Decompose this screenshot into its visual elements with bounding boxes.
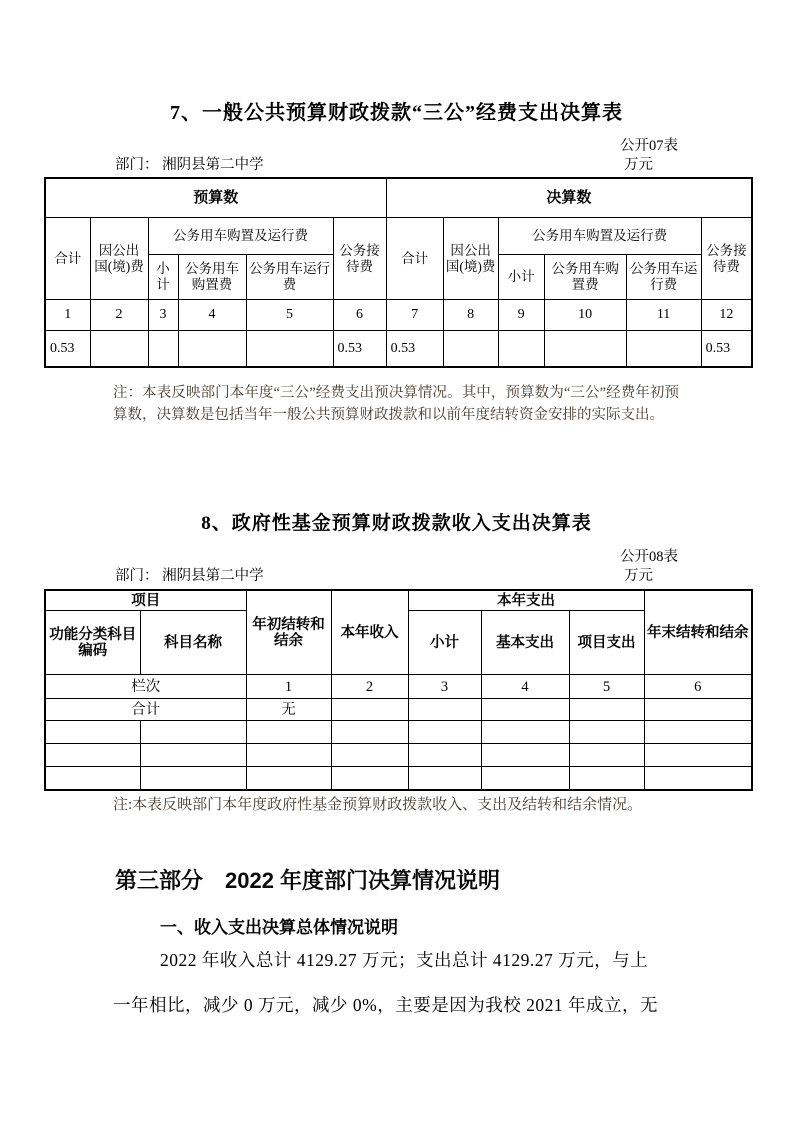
header-function-code: 功能分类科目编码 [45,611,140,675]
column-number-cell: 5 [569,675,644,699]
empty-cell [644,767,752,791]
empty-cell [45,721,140,744]
data-cell [178,331,246,368]
column-number-cell: 4 [178,300,246,331]
empty-row [45,744,752,767]
empty-cell [45,744,140,767]
empty-cell [246,767,331,791]
lane-label: 栏次 [45,675,246,699]
empty-cell [481,744,569,767]
total-value-cell [644,699,752,721]
header-reception-budget: 公务接待费 [333,218,386,300]
table8-title: 8、政府性基金预算财政拨款收入支出决算表 [201,513,592,534]
empty-cell [140,721,246,744]
part3-subheading: 一、收入支出决算总体情况说明 [160,918,398,937]
empty-cell [331,721,408,744]
data-cell [498,331,544,368]
table7-meta-row [115,157,653,173]
header-subtotal: 小计 [408,611,481,675]
table7-note: 注：本表反映部门本年度“三公”经费支出预决算情况。其中，预算数为“三公”经费年初预算数，决算数是包括当年一般公共预算财政拨款和以前年度结转资金安排的实际支出。 [113,385,679,423]
column-number-cell: 6 [644,675,752,699]
total-value-cell [481,699,569,721]
column-number-cell: 3 [148,300,178,331]
empty-cell [246,721,331,744]
column-number-cell: 8 [443,300,498,331]
header-project-expense: 项目支出 [569,611,644,675]
column-number-cell: 4 [481,675,569,699]
empty-cell [408,721,481,744]
empty-cell [481,721,569,744]
empty-cell [140,767,246,791]
table7-title: 7、一般公共预算财政拨款“三公”经费支出决算表 [170,102,623,124]
header-end-balance: 年末结转和结余 [644,590,752,675]
column-number-cell: 2 [331,675,408,699]
header-vehicle-operation-budget: 公务用车运行费 [246,255,333,300]
header-abroad-final: 因公出国(境)费 [443,218,498,300]
paragraph-line: 2022 年收入总计 4129.27 万元；支出总计 4129.27 万元，与上 [160,950,649,970]
empty-cell [569,744,644,767]
data-cell [443,331,498,368]
header-abroad-budget: 因公出国(境)费 [90,218,148,300]
header-basic-expense: 基本支出 [481,611,569,675]
column-number-cell: 1 [246,675,331,699]
total-label: 合计 [45,699,246,721]
empty-cell [408,767,481,791]
column-number-cell: 1 [45,300,90,331]
empty-cell [140,744,246,767]
empty-cell [569,767,644,791]
data-cell [148,331,178,368]
empty-cell [408,744,481,767]
header-total-final: 合计 [386,218,443,300]
column-number-cell: 6 [333,300,386,331]
header-vehicle-purchase-final: 公务用车购置费 [544,255,626,300]
data-cell: 0.53 [333,331,386,368]
header-year-expense: 本年支出 [408,590,644,611]
column-number-cell: 2 [90,300,148,331]
empty-row [45,767,752,791]
header-year-income: 本年收入 [331,590,408,675]
table7-unit-label: 万元 [624,157,653,173]
header-reception-final: 公务接待费 [701,218,752,300]
total-row [45,699,752,721]
empty-cell [644,744,752,767]
column-number-row [45,300,752,331]
header-begin-balance: 年初结转和结余 [246,590,331,675]
table8-unit-label: 万元 [624,568,653,584]
data-cell: 0.53 [45,331,90,368]
data-cell: 0.53 [701,331,752,368]
table8-sheet-label: 公开08表 [620,549,678,565]
header-vehicle-budget: 公务用车购置及运行费 [148,218,333,255]
empty-cell [331,767,408,791]
data-cell [626,331,701,368]
header-vehicle-final: 公务用车购置及运行费 [498,218,701,255]
total-value-cell [331,699,408,721]
paragraph-line: 一年相比，减少 0 万元，减少 0%，主要是因为我校 2021 年成立，无 [113,995,658,1015]
data-row [45,331,752,368]
table8-meta-row [115,568,653,584]
column-number-cell: 9 [498,300,544,331]
table7-sheet-label: 公开07表 [620,138,678,154]
total-value-cell [569,699,644,721]
column-number-cell: 12 [701,300,752,331]
empty-cell [644,721,752,744]
column-number-cell: 7 [386,300,443,331]
header-vehicle-operation-final: 公务用车运行费 [626,255,701,300]
data-cell [246,331,333,368]
data-cell [90,331,148,368]
header-final: 决算数 [386,178,752,218]
table8-note: 注:本表反映部门本年度政府性基金预算财政拨款收入、支出及结转和结余情况。 [113,797,643,813]
table8-department-label: 部门： 湘阴县第二中学 [115,568,264,584]
header-budget: 预算数 [45,178,386,218]
column-number-cell: 10 [544,300,626,331]
government-fund-table [44,589,753,791]
empty-cell [246,744,331,767]
empty-cell [481,767,569,791]
empty-cell [45,767,140,791]
table7-department-label: 部门： 湘阴县第二中学 [115,157,264,173]
lane-row [45,675,752,699]
data-cell: 0.53 [386,331,443,368]
empty-row [45,721,752,744]
empty-cell [331,744,408,767]
empty-cell [569,721,644,744]
header-vehicle-purchase-budget: 公务用车购置费 [178,255,246,300]
column-number-cell: 3 [408,675,481,699]
column-number-cell: 11 [626,300,701,331]
three-public-expense-table [44,177,753,368]
header-total-budget: 合计 [45,218,90,300]
data-cell [544,331,626,368]
header-project: 项目 [45,590,246,611]
total-value-cell [408,699,481,721]
total-value-cell: 无 [246,699,331,721]
header-subtotal-final: 小计 [498,255,544,300]
part3-heading: 第三部分 2022 年度部门决算情况说明 [115,868,501,893]
header-subtotal-budget: 小计 [148,255,178,300]
column-number-cell: 5 [246,300,333,331]
header-subject-name: 科目名称 [140,611,246,675]
